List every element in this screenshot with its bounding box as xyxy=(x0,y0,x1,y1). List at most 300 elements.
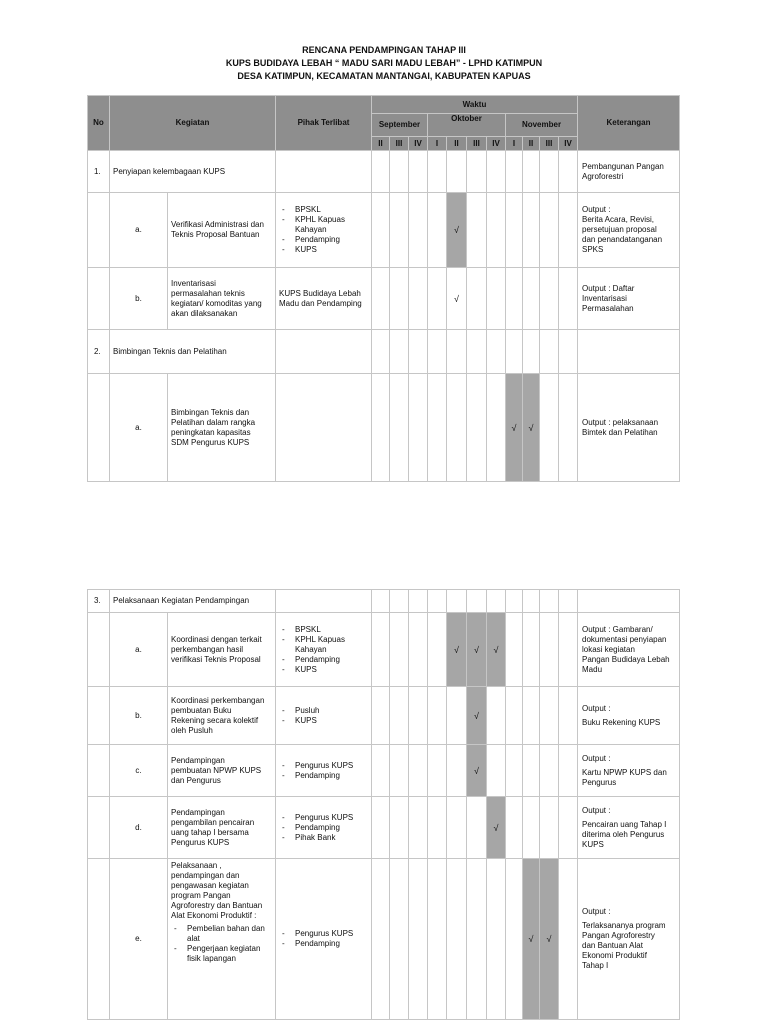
week-cell xyxy=(559,330,578,374)
week-cell xyxy=(390,374,409,482)
pihak-item: - Pendamping xyxy=(279,939,368,949)
activity-cell xyxy=(168,374,276,482)
week-cell xyxy=(372,745,390,797)
activity-text: verifikasi Teknis Proposal xyxy=(171,654,261,664)
activity-text: Agroforestry dan Bantuan xyxy=(171,901,263,910)
section-number: 3. xyxy=(88,590,110,613)
pihak-cell xyxy=(276,151,372,193)
keterangan-text: SPKS xyxy=(582,245,604,254)
week-cell xyxy=(506,687,523,745)
week-cell xyxy=(523,268,540,330)
section-title: Bimbingan Teknis dan Pelatihan xyxy=(110,330,276,374)
week-cell xyxy=(390,859,409,1020)
week-cell xyxy=(409,374,428,482)
week-cell xyxy=(372,268,390,330)
pihak-cell xyxy=(276,268,372,330)
activity-text: pembuatan Buku xyxy=(171,705,232,715)
keterangan-text: Berita Acara, Revisi, xyxy=(582,215,655,224)
week-cell xyxy=(467,193,487,268)
week-cell xyxy=(540,268,559,330)
week-cell xyxy=(447,590,467,613)
week-cell xyxy=(372,330,390,374)
keterangan-text: diterima oleh Pengurus xyxy=(582,829,665,839)
week-cell xyxy=(467,687,487,745)
header-week-4: I xyxy=(428,137,447,151)
header-week-3: IV xyxy=(409,137,428,151)
activity-text: perkembangan hasil xyxy=(171,644,244,654)
check-mark-icon: √ xyxy=(454,225,459,235)
header-week-6: III xyxy=(467,137,487,151)
activity-text: Alat Ekonomi Produktif : xyxy=(171,911,257,920)
keterangan-text: dokumentasi penyiapan xyxy=(582,634,667,644)
activity-sublist xyxy=(171,924,272,964)
activity-text: Pelaksanaan , xyxy=(171,861,222,870)
activity-text: Koordinasi dengan terkait xyxy=(171,634,262,644)
item-letter: b. xyxy=(110,268,168,330)
keterangan-cell xyxy=(578,687,680,745)
keterangan-text: Pencairan uang Tahap I xyxy=(582,819,667,829)
week-cell xyxy=(559,268,578,330)
keterangan-cell xyxy=(578,193,680,268)
activity-text: akan dilaksanakan xyxy=(171,308,238,318)
pihak-cell xyxy=(276,613,372,687)
week-cell xyxy=(559,193,578,268)
week-cell xyxy=(540,590,559,613)
section-title: Pelaksanaan Kegiatan Pendampingan xyxy=(110,590,276,613)
check-mark-icon: √ xyxy=(454,293,459,304)
week-cell xyxy=(447,745,467,797)
week-cell xyxy=(540,745,559,797)
week-cell xyxy=(409,193,428,268)
activity-cell xyxy=(168,613,276,687)
week-cell xyxy=(540,330,559,374)
keterangan-text: Pangan Agroforestry xyxy=(582,931,655,940)
header-keterangan: Keterangan xyxy=(578,96,680,151)
activity-text: Inventarisasi xyxy=(171,278,216,288)
week-cell xyxy=(540,151,559,193)
week-cell xyxy=(428,613,447,687)
item-letter: a. xyxy=(110,374,168,482)
week-cell xyxy=(487,859,506,1020)
activity-text: Teknis Proposal Bantuan xyxy=(171,230,260,239)
keterangan-text: Permasalahan xyxy=(582,303,634,313)
check-mark-icon: √ xyxy=(454,644,459,655)
number-cell xyxy=(88,613,110,687)
week-cell xyxy=(467,745,487,797)
pihak-list xyxy=(279,813,368,843)
keterangan-cell xyxy=(578,613,680,687)
keterangan-cell xyxy=(578,151,680,193)
keterangan-text: Output : Daftar xyxy=(582,283,635,293)
week-cell xyxy=(559,151,578,193)
week-cell xyxy=(487,151,506,193)
activity-subitem: - Pengerjaan kegiatan fisik lapangan xyxy=(171,944,272,964)
check-mark-icon: √ xyxy=(474,644,479,655)
week-cell xyxy=(487,193,506,268)
week-cell xyxy=(409,330,428,374)
pihak-item: - Pengurus KUPS xyxy=(279,929,368,939)
week-cell xyxy=(523,193,540,268)
week-cell xyxy=(506,859,523,1020)
number-cell xyxy=(88,745,110,797)
pihak-item: - KPHL Kapuas Kahayan xyxy=(279,215,368,235)
header-no: No xyxy=(88,96,110,151)
week-cell xyxy=(447,613,467,687)
activity-text: Pengurus KUPS xyxy=(171,837,230,847)
week-cell xyxy=(428,687,447,745)
week-cell xyxy=(409,613,428,687)
week-cell xyxy=(487,374,506,482)
activity-cell xyxy=(168,193,276,268)
pihak-item: - KUPS xyxy=(279,665,368,675)
keterangan-text: persetujuan proposal xyxy=(582,225,657,234)
week-cell xyxy=(467,613,487,687)
number-cell xyxy=(88,193,110,268)
check-mark-icon: √ xyxy=(511,422,517,433)
check-mark-icon: √ xyxy=(528,422,534,433)
week-cell xyxy=(540,613,559,687)
header-week-11: IV xyxy=(559,137,578,151)
week-cell xyxy=(523,859,540,1020)
keterangan-text: Agroforestri xyxy=(582,171,624,181)
activity-text: pengambilan pencairan xyxy=(171,817,255,827)
number-cell xyxy=(88,374,110,482)
check-mark-icon: √ xyxy=(474,710,479,721)
keterangan-text: Pengurus xyxy=(582,777,617,787)
week-cell xyxy=(372,797,390,859)
week-cell xyxy=(447,687,467,745)
header-month-oktober: Oktober xyxy=(428,114,506,137)
week-cell xyxy=(559,797,578,859)
keterangan-text: Pembangunan Pangan xyxy=(582,161,664,171)
week-cell xyxy=(559,687,578,745)
keterangan-text: Ekonomi Produktif xyxy=(582,951,647,960)
week-cell xyxy=(428,859,447,1020)
week-cell xyxy=(467,859,487,1020)
number-cell xyxy=(88,859,110,1020)
pihak-cell xyxy=(276,745,372,797)
pihak-cell xyxy=(276,193,372,268)
keterangan-text: Terlaksananya program xyxy=(582,921,666,930)
pihak-cell xyxy=(276,859,372,1020)
activity-text: pembuatan NPWP KUPS xyxy=(171,765,262,775)
check-mark-icon: √ xyxy=(493,822,499,833)
keterangan-text: Kartu NPWP KUPS dan xyxy=(582,767,667,777)
week-cell xyxy=(540,859,559,1020)
pihak-cell xyxy=(276,590,372,613)
keterangan-cell xyxy=(578,859,680,1020)
activity-cell xyxy=(168,797,276,859)
section-number: 1. xyxy=(88,151,110,193)
activity-plan-table xyxy=(87,95,680,482)
week-cell xyxy=(523,613,540,687)
header-month-september: September xyxy=(372,114,428,137)
week-cell xyxy=(467,330,487,374)
week-cell xyxy=(390,330,409,374)
keterangan-text: lokasi kegiatan xyxy=(582,644,635,654)
pihak-item: - Pendamping xyxy=(279,655,368,665)
week-cell xyxy=(506,745,523,797)
activity-text: Pendampingan xyxy=(171,755,225,765)
week-cell xyxy=(390,613,409,687)
item-letter: d. xyxy=(110,797,168,859)
week-cell xyxy=(559,590,578,613)
activity-plan-table-continued xyxy=(87,589,680,1020)
pihak-text: KUPS Budidaya Lebah xyxy=(279,288,361,298)
pihak-list xyxy=(279,625,368,675)
activity-row xyxy=(88,374,680,482)
week-cell xyxy=(409,151,428,193)
week-cell xyxy=(467,151,487,193)
activity-row xyxy=(88,687,680,745)
week-cell xyxy=(428,151,447,193)
week-cell xyxy=(523,590,540,613)
keterangan-text: Madu xyxy=(582,664,603,674)
keterangan-text: Tahap I xyxy=(582,961,609,970)
week-cell xyxy=(487,268,506,330)
activity-row xyxy=(88,613,680,687)
activity-text: pendampingan dan xyxy=(171,871,240,880)
header-week-9: II xyxy=(523,137,540,151)
week-cell xyxy=(409,745,428,797)
document-title: RENCANA PENDAMPINGAN TAHAP III xyxy=(302,45,466,55)
keterangan-text: Output : xyxy=(582,753,611,763)
week-cell xyxy=(487,687,506,745)
week-cell xyxy=(372,151,390,193)
activity-subitem: - Pembelian bahan dan alat xyxy=(171,924,272,944)
week-cell xyxy=(506,330,523,374)
number-cell xyxy=(88,797,110,859)
week-cell xyxy=(447,268,467,330)
pihak-cell xyxy=(276,374,372,482)
week-cell xyxy=(428,268,447,330)
pihak-item: - Pengurus KUPS xyxy=(279,813,368,823)
number-cell xyxy=(88,268,110,330)
activity-text: dan Pengurus xyxy=(171,775,221,785)
week-cell xyxy=(372,590,390,613)
week-cell xyxy=(390,268,409,330)
activity-cell xyxy=(168,687,276,745)
week-cell xyxy=(372,374,390,482)
activity-text: oleh Pusluh xyxy=(171,725,213,735)
number-cell xyxy=(88,687,110,745)
check-mark-icon: √ xyxy=(546,934,552,944)
activity-row xyxy=(88,268,680,330)
pihak-list xyxy=(279,761,368,781)
keterangan-cell xyxy=(578,797,680,859)
header-waktu: Waktu xyxy=(372,96,578,114)
keterangan-text: Output : xyxy=(582,805,611,815)
activity-row xyxy=(88,859,680,1020)
activity-text: Verifikasi Administrasi dan xyxy=(171,220,264,229)
header-week-8: I xyxy=(506,137,523,151)
week-cell xyxy=(467,590,487,613)
activity-text: Pelatihan dalam rangka xyxy=(171,417,256,427)
header-month-november: November xyxy=(506,114,578,137)
keterangan-cell xyxy=(578,374,680,482)
keterangan-text: KUPS xyxy=(582,839,604,849)
activity-text: Bimbingan Teknis dan xyxy=(171,407,250,417)
keterangan-text: Output : Gambaran/ xyxy=(582,624,653,634)
activity-row xyxy=(88,745,680,797)
document-subtitle-location: DESA KATIMPUN, KECAMATAN MANTANGAI, KABUPATEN KAPUAS xyxy=(237,71,531,81)
pihak-list xyxy=(279,706,368,726)
week-cell xyxy=(487,330,506,374)
activity-cell xyxy=(168,745,276,797)
week-cell xyxy=(506,268,523,330)
week-cell xyxy=(447,151,467,193)
week-cell xyxy=(409,268,428,330)
item-letter: c. xyxy=(110,745,168,797)
keterangan-text: Bimtek dan Pelatihan xyxy=(582,427,658,437)
week-cell xyxy=(372,613,390,687)
keterangan-text: Output : pelaksanaan xyxy=(582,417,659,427)
section-row xyxy=(88,151,680,193)
week-cell xyxy=(523,374,540,482)
item-letter: a. xyxy=(110,613,168,687)
activity-text: uang tahap I bersama xyxy=(171,827,249,837)
week-cell xyxy=(506,590,523,613)
week-cell xyxy=(390,687,409,745)
week-cell xyxy=(409,797,428,859)
keterangan-cell xyxy=(578,590,680,613)
week-cell xyxy=(409,590,428,613)
keterangan-text: Pangan Budidaya Lebah xyxy=(582,654,670,664)
keterangan-cell xyxy=(578,268,680,330)
activity-text: peningkatan kapasitas xyxy=(171,427,251,437)
check-mark-icon: √ xyxy=(493,644,499,655)
pihak-cell xyxy=(276,797,372,859)
week-cell xyxy=(372,193,390,268)
section-number: 2. xyxy=(88,330,110,374)
check-mark-icon: √ xyxy=(474,765,479,776)
week-cell xyxy=(487,745,506,797)
keterangan-text: Buku Rekening KUPS xyxy=(582,717,661,727)
week-cell xyxy=(523,687,540,745)
week-cell xyxy=(506,613,523,687)
week-cell xyxy=(447,859,467,1020)
activity-text: Pendampingan xyxy=(171,807,225,817)
header-week-10: III xyxy=(540,137,559,151)
week-cell xyxy=(467,797,487,859)
activity-text: Koordinasi perkembangan xyxy=(171,695,265,705)
week-cell xyxy=(523,151,540,193)
week-cell xyxy=(467,374,487,482)
pihak-item: - KPHL Kapuas Kahayan xyxy=(279,635,368,655)
week-cell xyxy=(409,859,428,1020)
pihak-cell xyxy=(276,687,372,745)
activity-text: Rekening secara kolektif xyxy=(171,715,259,725)
pihak-item: - BPSKL xyxy=(279,205,368,215)
week-cell xyxy=(428,590,447,613)
activity-text: SDM Pengurus KUPS xyxy=(171,437,250,447)
header-week-7: IV xyxy=(487,137,506,151)
week-cell xyxy=(372,687,390,745)
week-cell xyxy=(506,193,523,268)
week-cell xyxy=(559,859,578,1020)
section-row xyxy=(88,590,680,613)
week-cell xyxy=(487,590,506,613)
activity-text: pengawasan kegiatan xyxy=(171,881,249,890)
week-cell xyxy=(559,374,578,482)
item-letter: e. xyxy=(110,859,168,1020)
item-letter: b. xyxy=(110,687,168,745)
week-cell xyxy=(467,268,487,330)
week-cell xyxy=(390,193,409,268)
week-cell xyxy=(506,151,523,193)
keterangan-text: Output : xyxy=(582,907,611,916)
section-title: Penyiapan kelembagaan KUPS xyxy=(110,151,276,193)
section-row xyxy=(88,330,680,374)
week-cell xyxy=(540,374,559,482)
activity-cell xyxy=(168,268,276,330)
week-cell xyxy=(523,330,540,374)
keterangan-text: dan penandatanganan xyxy=(582,235,663,244)
check-mark-icon: √ xyxy=(528,934,534,944)
week-cell xyxy=(506,374,523,482)
header-pihak-terlibat: Pihak Terlibat xyxy=(276,96,372,151)
pihak-item: - Pusluh xyxy=(279,706,368,716)
pihak-list xyxy=(279,205,368,255)
pihak-item: - Pihak Bank xyxy=(279,833,368,843)
pihak-item: - KUPS xyxy=(279,245,368,255)
header-week-2: III xyxy=(390,137,409,151)
pihak-item: - BPSKL xyxy=(279,625,368,635)
header-week-1: II xyxy=(372,137,390,151)
activity-text: program Pangan xyxy=(171,891,231,900)
activity-text: permasalahan teknis xyxy=(171,288,245,298)
week-cell xyxy=(487,797,506,859)
week-cell xyxy=(540,687,559,745)
week-cell xyxy=(428,193,447,268)
keterangan-text: Output : xyxy=(582,703,611,713)
week-cell xyxy=(428,745,447,797)
week-cell xyxy=(428,330,447,374)
keterangan-text: dan Bantuan Alat xyxy=(582,941,643,950)
document-subtitle-kups: KUPS BUDIDAYA LEBAH “ MADU SARI MADU LEBAH” - LPHD KATIMPUN xyxy=(225,58,543,68)
pihak-item: - KUPS xyxy=(279,716,368,726)
pihak-item: - Pendamping xyxy=(279,823,368,833)
pihak-item: - Pendamping xyxy=(279,771,368,781)
week-cell xyxy=(390,151,409,193)
week-cell xyxy=(390,590,409,613)
week-cell xyxy=(447,797,467,859)
week-cell xyxy=(487,613,506,687)
pihak-text: Madu dan Pendamping xyxy=(279,298,362,308)
activity-row xyxy=(88,797,680,859)
week-cell xyxy=(506,797,523,859)
week-cell xyxy=(559,613,578,687)
header-week-5: II xyxy=(447,137,467,151)
pihak-cell xyxy=(276,330,372,374)
keterangan-cell xyxy=(578,330,680,374)
week-cell xyxy=(390,745,409,797)
item-letter: a. xyxy=(110,193,168,268)
week-cell xyxy=(540,193,559,268)
pihak-item: - Pengurus KUPS xyxy=(279,761,368,771)
week-cell xyxy=(559,745,578,797)
header-kegiatan: Kegiatan xyxy=(110,96,276,151)
activity-text: kegiatan/ komoditas yang xyxy=(171,298,262,308)
week-cell xyxy=(409,687,428,745)
week-cell xyxy=(428,374,447,482)
activity-cell xyxy=(168,859,276,1020)
week-cell xyxy=(390,797,409,859)
week-cell xyxy=(447,374,467,482)
week-cell xyxy=(447,330,467,374)
pihak-list xyxy=(279,929,368,949)
week-cell xyxy=(372,859,390,1020)
